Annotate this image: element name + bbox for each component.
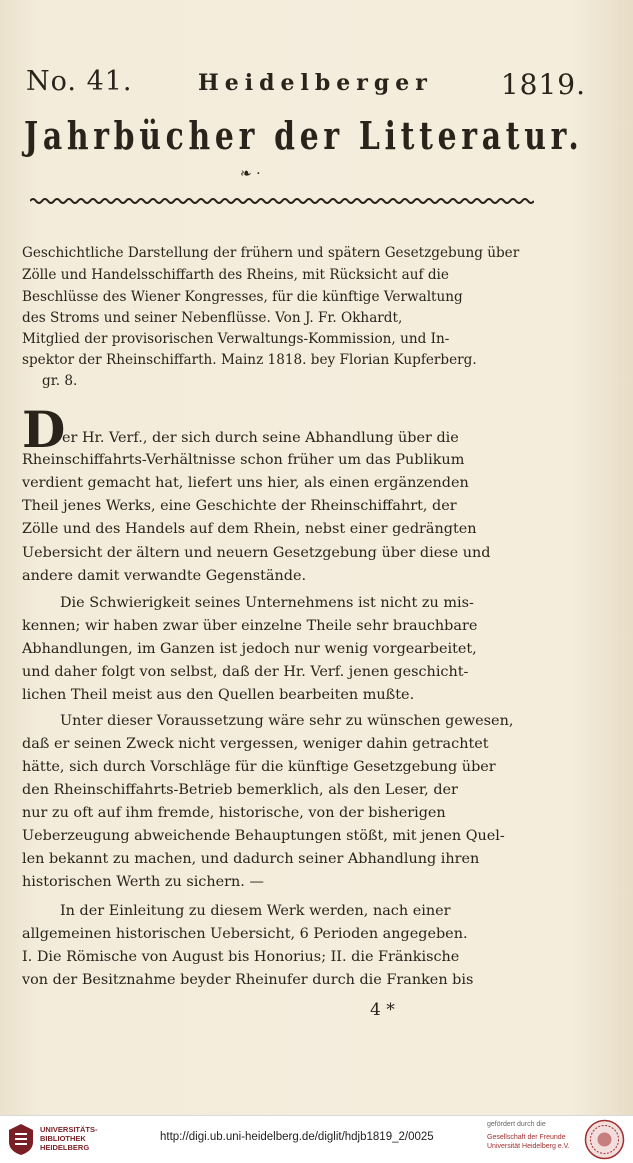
university-seal-icon <box>584 1119 625 1160</box>
university-library-name: UNIVERSITÄTS- BIBLIOTHEK HEIDELBERG <box>40 1125 98 1152</box>
body-line: den Rheinschiffahrts-Betrieb bemerklich, als den Leser, der <box>22 782 458 798</box>
body-line: daß er seinen Zweck nicht vergessen, weniger dahin getrachtet <box>22 736 489 752</box>
wavy-rule <box>30 196 534 206</box>
body-line: Unter dieser Voraussetzung wäre sehr zu wünschen gewesen, <box>60 713 514 729</box>
viewer-footer <box>0 1115 633 1163</box>
body-line: nur zu oft auf ihm fremde, historische, von der bisherigen <box>22 805 446 821</box>
body-line: Zölle und des Handels auf dem Rhein, nebst einer gedrängten <box>22 521 477 537</box>
body-line: lichen Theil meist aus den Quellen bearbeiten mußte. <box>22 687 415 703</box>
sponsor-name[interactable]: Gesellschaft der Freunde Universität Heidelberg e.V. <box>487 1134 570 1150</box>
body-line: Theil jenes Werks, eine Geschichte der Rheinschiffahrt, der <box>22 498 457 514</box>
citation-line: Zölle und Handelsschiffarth des Rheins, mit Rücksicht auf die <box>22 267 449 283</box>
ornament: ❧ · <box>240 166 261 182</box>
citation-line: Mitglied der provisorischen Verwaltungs-Kommission, und In- <box>22 331 450 347</box>
body-line: Uebersicht der ältern und neuern Gesetzgebung über diese und <box>22 545 491 561</box>
body-line: I. Die Römische von August bis Honorius; II. die Fränkische <box>22 949 460 965</box>
body-line: len bekannt zu machen, und dadurch seiner Abhandlung ihren <box>22 851 480 867</box>
issue-number: No. 41. <box>26 66 133 97</box>
permalink-url[interactable]: http://digi.ub.uni-heidelberg.de/diglit/hdjb1819_2/0025 <box>160 1131 434 1143</box>
body-line: andere damit verwandte Gegenstände. <box>22 568 307 584</box>
body-line: hätte, sich durch Vorschläge für die künftige Gesetzgebung über <box>22 759 496 775</box>
body-line: und daher folgt von selbst, daß der Hr. Verf. jenen geschicht- <box>22 664 469 680</box>
header-word: Heidelberger <box>198 70 433 96</box>
body-line: In der Einleitung zu diesem Werk werden, nach einer <box>60 903 451 919</box>
body-line: er Hr. Verf., der sich durch seine Abhandlung über die <box>62 430 459 446</box>
sponsor-label: gefördert durch die <box>487 1121 546 1128</box>
body-line: kennen; wir haben zwar über einzelne Theile sehr brauchbare <box>22 618 478 634</box>
university-library-logo-icon[interactable] <box>6 1122 36 1156</box>
citation-line: Beschlüsse des Wiener Kongresses, für die künftige Verwaltung <box>22 289 463 305</box>
body-line: von der Besitznahme beyder Rheinufer durch die Franken bis <box>22 972 474 988</box>
body-line: Ueberzeugung abweichende Behauptungen stößt, mit jenen Quel- <box>22 828 505 844</box>
citation-line: des Stroms und seiner Nebenflüsse. Von J. Fr. Okhardt, <box>22 310 403 326</box>
citation-line: Geschichtliche Darstellung der frühern und spätern Gesetzgebung über <box>22 245 520 261</box>
body-line: historischen Werth zu sichern. — <box>22 874 264 890</box>
body-line: Die Schwierigkeit seines Unternehmens ist nicht zu mis- <box>60 595 474 611</box>
running-header <box>26 66 586 110</box>
body-line: allgemeinen historischen Uebersicht, 6 Perioden angegeben. <box>22 926 468 942</box>
year: 1819. <box>500 68 586 101</box>
citation-line: gr. 8. <box>42 373 78 389</box>
journal-title: Jahrbücher der Litteratur. <box>24 113 584 158</box>
page-signature: 4 * <box>370 1000 395 1020</box>
drop-cap: D <box>22 400 66 459</box>
body-line: verdient gemacht hat, liefert uns hier, als einen ergänzenden <box>22 475 469 491</box>
citation-line: spektor der Rheinschiffarth. Mainz 1818. bey Florian Kupferberg. <box>22 352 477 368</box>
body-line: Abhandlungen, im Ganzen ist jedoch nur wenig vorgearbeitet, <box>22 641 477 657</box>
body-line: Rheinschiffahrts-Verhältnisse schon früher um das Publikum <box>22 452 465 468</box>
